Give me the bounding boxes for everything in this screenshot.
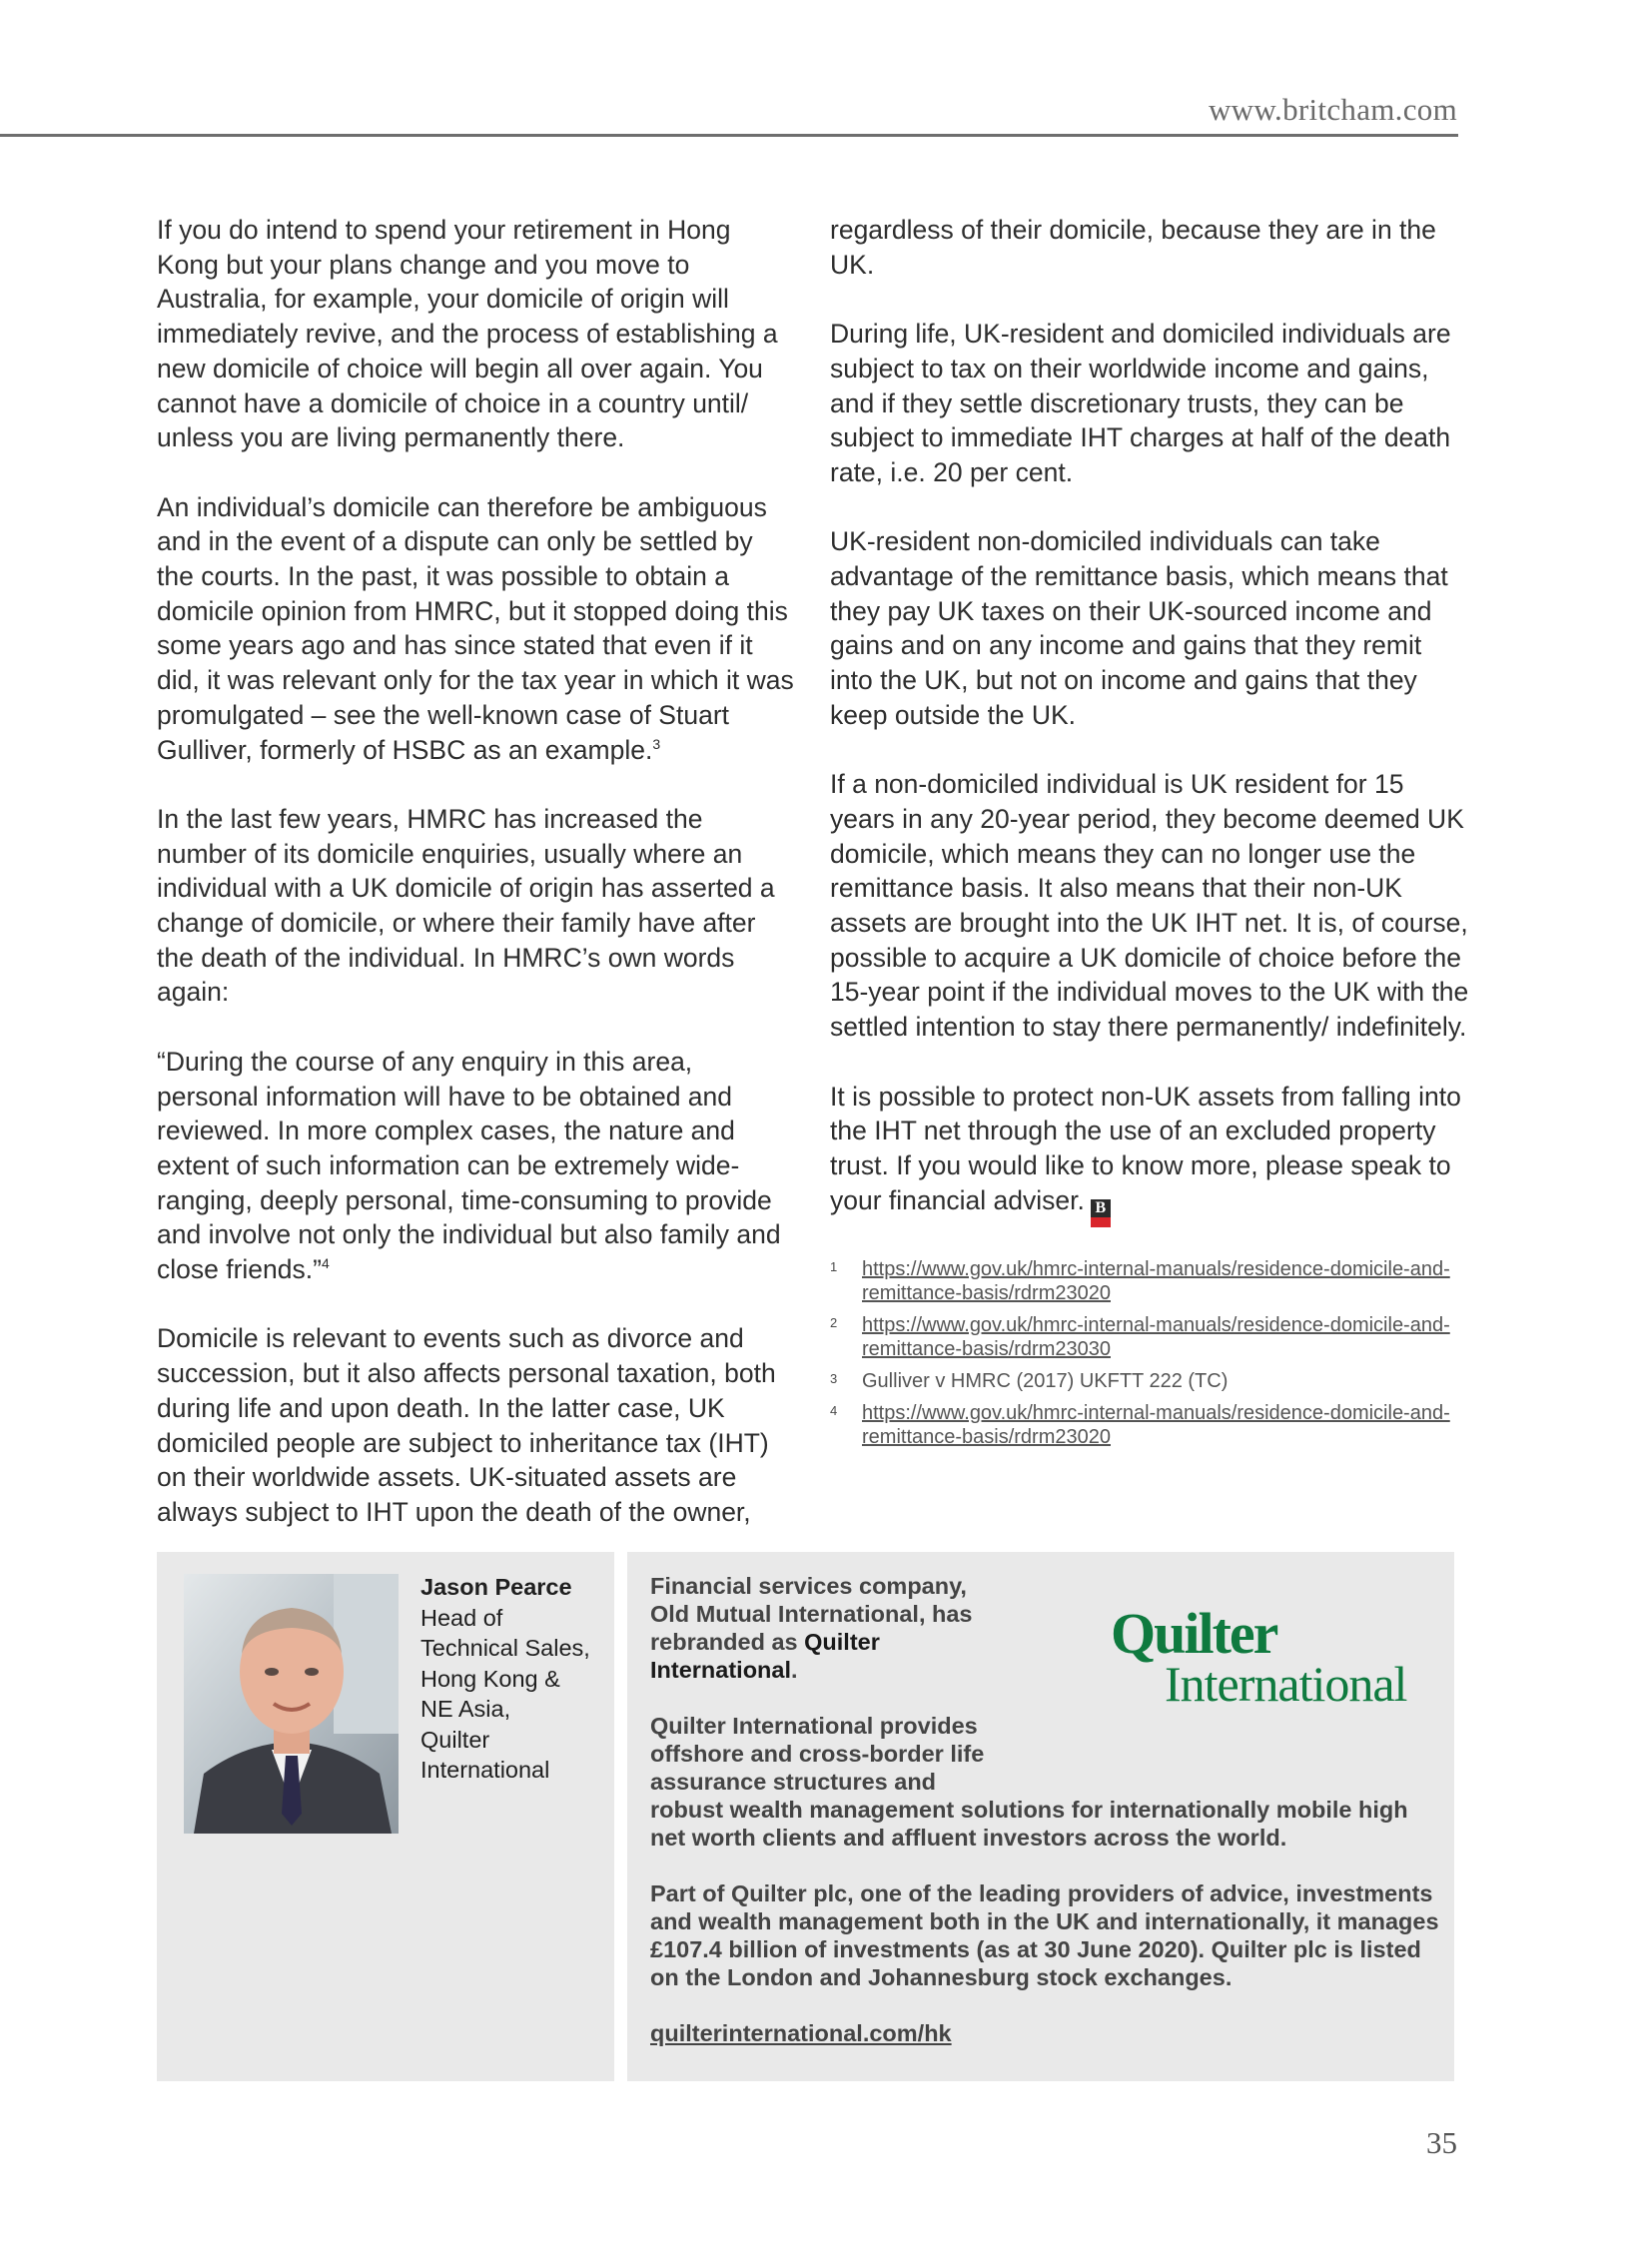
footnote-text: Gulliver v HMRC (2017) UKFTT 222 (TC) xyxy=(862,1370,1229,1393)
footnote xyxy=(830,1401,1469,1449)
author-bio-box xyxy=(157,1552,614,2081)
company-paragraph: Part of Quilter plc, one of the leading providers of advice, investments and wealth management both in the UK and internationally, it manages £107.4 billion of investments (as at 30 June 2020). Quilter plc is listed on the London and Johannesburg stock exchanges. xyxy=(650,1880,1439,1990)
paragraph: In the last few years, HMRC has increased the number of its domicile enquiries, usually where an individual with a UK domicile of origin has asserted a change of domicile, or where their family have after the death of the individual. In HMRC’s own words again: xyxy=(157,803,775,1008)
company-intro: Financial services company, Old Mutual International, has rebranded as Quilter International. xyxy=(650,1573,973,1683)
footnote xyxy=(830,1313,1469,1361)
page-number: 35 xyxy=(1426,2125,1457,2160)
author-portrait-icon xyxy=(184,1574,399,1834)
end-of-article-icon: B xyxy=(1091,1199,1111,1227)
author-details xyxy=(420,1572,610,1786)
company-paragraph: Quilter International provides offshore and cross-border life assurance structures and robust wealth management solutions for internationally mobile high net worth clients and affluent investors across the world. xyxy=(650,1712,1439,1852)
paragraph: UK-resident non-domiciled individuals can take advantage of the remittance basis, which means that they pay UK taxes on their UK-sourced income and gains and on any income and gains that they remit into the UK, but not on income and gains that they keep outside the UK. xyxy=(830,526,1448,730)
company-description xyxy=(650,1572,1439,2075)
header-url[interactable]: www.britcham.com xyxy=(1208,92,1457,127)
author-title-line: Technical Sales, xyxy=(420,1635,590,1661)
footnote-link[interactable]: https://www.gov.uk/hmrc-internal-manuals/residence-domicile-and-remittance-basis/rdrm23030 xyxy=(862,1314,1450,1361)
footnote-ref[interactable]: 4 xyxy=(321,1255,330,1272)
logo-wrap-spacer xyxy=(1010,1712,1439,1796)
author-title-line: NE Asia, xyxy=(420,1696,511,1722)
company-info-box xyxy=(627,1552,1454,2081)
footnote-number: 1 xyxy=(830,1259,838,1275)
footnote-number: 4 xyxy=(830,1403,838,1419)
paragraph: regardless of their domicile, because they are in the UK. xyxy=(830,215,1436,280)
footnote-link[interactable]: https://www.gov.uk/hmrc-internal-manuals/residence-domicile-and-remittance-basis/rdrm23020 xyxy=(862,1258,1450,1305)
author-name: Jason Pearce xyxy=(420,1574,572,1600)
company-website-link[interactable]: quilterinternational.com/hk xyxy=(650,2020,952,2046)
paragraph: If you do intend to spend your retirement in Hong Kong but your plans change and you move to Australia, for example, your domicile of origin will immediately revive, and the process of establishing a new domicile of choice will begin all over again. You cannot have a domicile of choice in a country until/ unless you are living permanently there. xyxy=(157,215,778,453)
author-title-line: Head of xyxy=(420,1604,503,1631)
author-title-line: Hong Kong & xyxy=(420,1665,560,1692)
author-title-line: Quilter xyxy=(420,1726,490,1753)
footnote-number: 2 xyxy=(830,1315,838,1331)
paragraph: An individual’s domicile can therefore be ambiguous and in the event of a dispute can only be settled by the courts. In the past, it was possible to obtain a domicile opinion from HMRC, but it stopped doing this some years ago and has since stated that even if it did, it was relevant only for the tax year in which it was promulgated – see the well-known case of Stuart Gulliver, formerly of HSBC as an example.$^3$ xyxy=(157,491,794,765)
author-photo xyxy=(184,1574,399,1834)
paragraph: It is possible to protect non-UK assets from falling into the IHT net through the use of an excluded property trust. If you would like to know more, please speak to your financial adviser. B xyxy=(830,1080,1469,1227)
footnote xyxy=(830,1257,1469,1305)
quote-paragraph: “During the course of any enquiry in this area, personal information will have to be obtained and reviewed. In more complex cases, the nature and extent of such information can be extremely wide-ranging, deeply personal, time-consuming to provide and involve not only the individual but also family and close friends.”$^4$ xyxy=(157,1046,781,1285)
footnote-link[interactable]: https://www.gov.uk/hmrc-internal-manuals/residence-domicile-and-remittance-basis/rdrm23020 xyxy=(862,1402,1450,1449)
paragraph: Domicile is relevant to events such as divorce and succession, but it also affects personal taxation, both during life and upon death. In the latter case, UK domiciled people are subject to inheritance tax (IHT) on their worldwide assets. UK-situated assets are always subject to IHT upon the death of the owner, xyxy=(157,1323,776,1527)
logo-line: International xyxy=(1165,1656,1407,1712)
author-title-line: International xyxy=(420,1757,550,1783)
footnotes xyxy=(830,1257,1469,1449)
paragraph: During life, UK-resident and domiciled individuals are subject to tax on their worldwide income and gains, and if they settle discretionary trusts, they can be subject to immediate IHT charges at half of the death rate, i.e. 20 per cent. xyxy=(830,319,1451,487)
left-column xyxy=(157,213,796,1564)
footnote-ref[interactable]: 3 xyxy=(652,735,661,752)
paragraph: If a non-domiciled individual is UK resident for 15 years in any 20-year period, they become deemed UK domicile, which means they can no longer use the remittance basis. It also means that their non-UK assets are brought into the UK IHT net. It is, of course, possible to acquire a UK domicile of choice before the 15-year point if the individual moves to the UK with the settled intention to stay there permanently/ indefinitely. xyxy=(830,769,1469,1043)
footnote xyxy=(830,1369,1469,1393)
header-divider xyxy=(0,134,1458,137)
right-column xyxy=(830,213,1469,1457)
footnote-number: 3 xyxy=(830,1371,838,1387)
logo-line: Quilter xyxy=(1111,1601,1277,1666)
